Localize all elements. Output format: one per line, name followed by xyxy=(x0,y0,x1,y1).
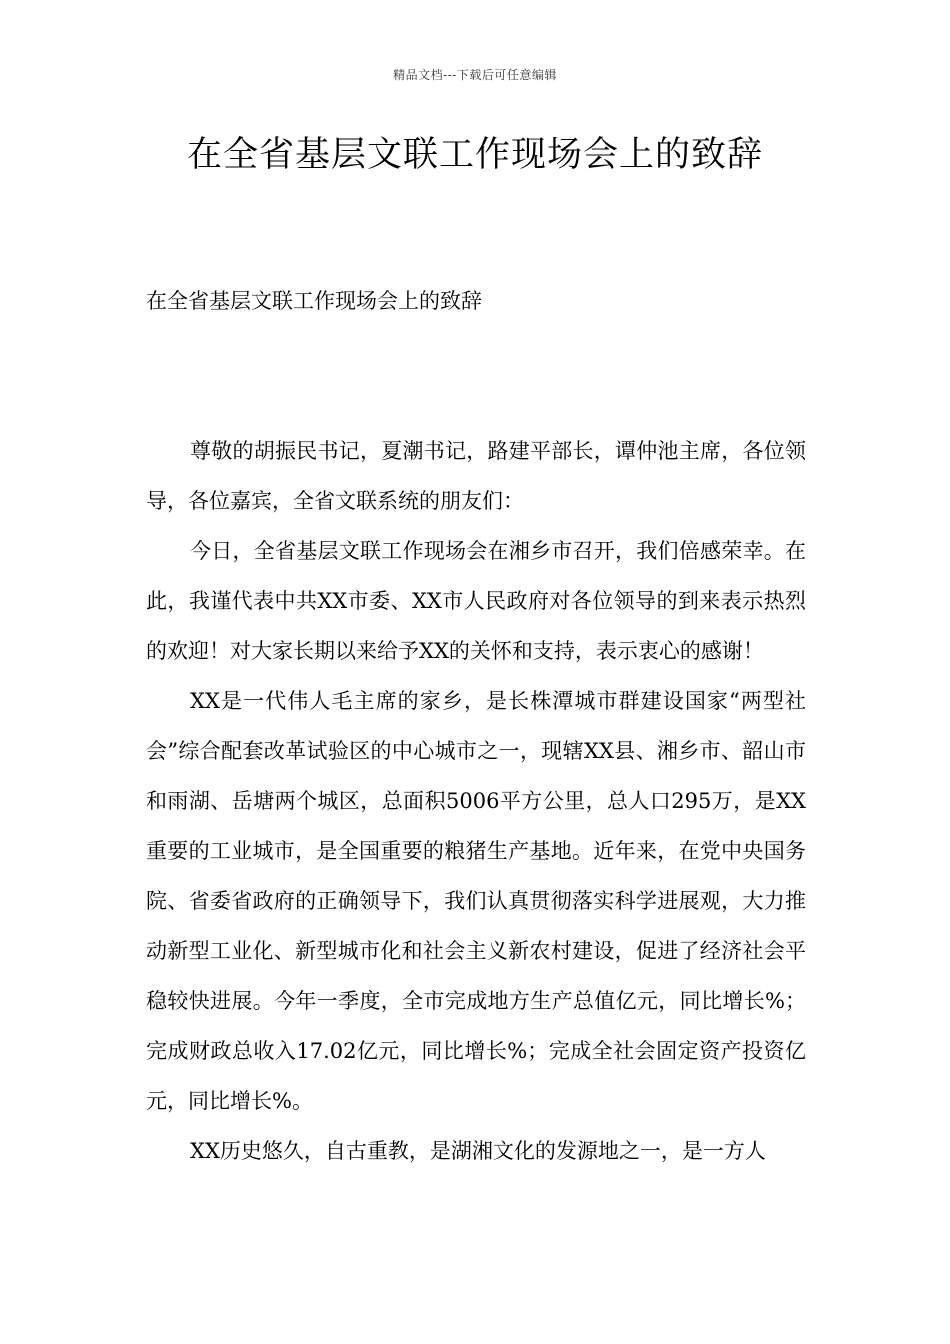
paragraph-welcome: 今日，全省基层文联工作现场会在湘乡市召开，我们倍感荣幸。在此，我谨代表中共XX市委、XX市人民政府对各位领导的到来表示热烈的欢迎！对大家长期以来给予XX的关怀和支持，表示衷心的感谢！ xyxy=(146,539,806,663)
paragraph-history: XX历史悠久，自古重教，是湖湘文化的发源地之一，是一方人 xyxy=(190,1139,766,1163)
paragraph-greeting: 尊敬的胡振民书记，夏潮书记，路建平部长，谭仲池主席，各位领导，各位嘉宾，全省文联系统的朋友们： xyxy=(146,439,806,513)
paragraph-city-intro: XX是一代伟人毛主席的家乡，是长株潭城市群建设国家“两型社会”综合配套改革试验区的中心城市之一，现辖XX县、湘乡市、韶山市和雨湖、岳塘两个城区，总面积5006平方公里，总人口295万，是XX重要的工业城市，是全国重要的粮猪生产基地。近年来，在党中央国务院、省委省政府的正确领导下，我们认真贯彻落实科学进展观，大力推动新型工业化、新型城市化和社会主义新农村建设，促进了经济社会平稳较快进展。今年一季度，全市完成地方生产总值亿元，同比增长%；完成财政总收入17.02亿元，同比增长%；完成全社会固定资产投资亿元，同比增长%。 xyxy=(146,689,806,1113)
document-title: 在全省基层文联工作现场会上的致辞 xyxy=(186,135,763,175)
document-subtitle: 在全省基层文联工作现场会上的致辞 xyxy=(146,289,482,313)
document-body xyxy=(146,426,806,1176)
header-note: 精品文档---下载后可任意编辑 xyxy=(393,68,557,82)
